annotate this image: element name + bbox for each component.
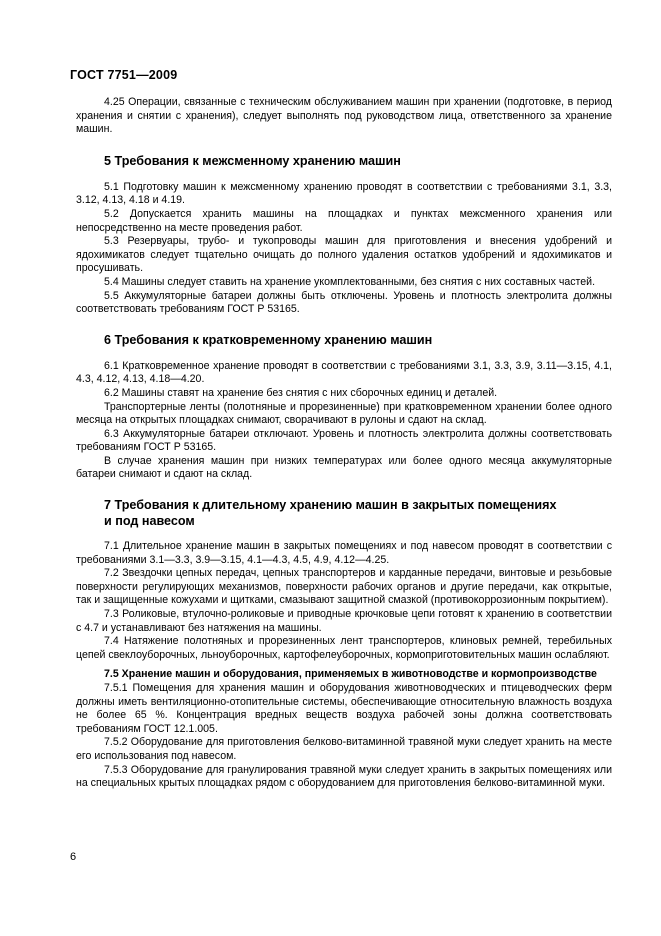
paragraph-7-4: 7.4 Натяжение полотняных и прорезиненных лент транспортеров, клиновых ремней, теребильных цепей свеклоуборочных, льноуборочных, картофелеуборочных, кормоприготовительных машин ослабляют. xyxy=(76,635,612,661)
page-number: 6 xyxy=(70,851,77,863)
section-6-heading: 6 Требования к кратковременному хранению машин xyxy=(104,332,433,347)
section-7-heading-line1: 7 Требования к длительному хранению машин в закрытых помещениях xyxy=(104,498,557,513)
paragraph-5-2: 5.2 Допускается хранить машины на площадках и пунктах межсменного хранения или непосредственно на месте проведения работ. xyxy=(76,207,612,234)
paragraph-7-5-2: 7.5.2 Оборудование для приготовления белково-витаминной травяной муки следует хранить на месте его использования под навесом. xyxy=(76,736,612,762)
section-7-heading xyxy=(76,497,612,529)
section-5-heading: 5 Требования к межсменному хранению машин xyxy=(104,153,401,168)
paragraph-5-3: 5.3 Резервуары, трубо- и тукопроводы машин для приготовления и внесения удобрений и ядохимикатов следует тщательно очищать до полного удаления остатков удобрений и ядохимикатов и просушивать. xyxy=(76,235,612,275)
paragraph-7-5-3: 7.5.3 Оборудование для гранулирования травяной муки следует хранить в закрытых помещениях или на специальных крытых площадках рядом с оборудованием для приготовления белково-витаминной муки. xyxy=(76,763,612,790)
paragraph-7-5-1: 7.5.1 Помещения для хранения машин и оборудования животноводческих и птицеводческих ферм должны иметь вентиляционно-отопительные системы, обеспечивающие относительную влажность воздуха не более 65 %. Концентрация вредных веществ воздуха рабочей зоны должна соответствовать требованиям ГОСТ 12.1.005. xyxy=(76,682,612,735)
paragraph-6-3: 6.3 Аккумуляторные батареи отключают. Уровень и плотность электролита должны соответствовать требованиям ГОСТ Р 53165. xyxy=(76,427,612,454)
paragraph-6-2: 6.2 Машины ставят на хранение без снятия с них сборочных единиц и деталей. xyxy=(104,386,498,399)
paragraph-7-3: 7.3 Роликовые, втулочно-роликовые и приводные крючковые цепи готовят к хранению в соответствии с 4.7 и устанавливают без натяжения на машины. xyxy=(76,608,612,634)
paragraph-5-5: 5.5 Аккумуляторные батареи должны быть отключены. Уровень и плотность электролита должны соответствовать требованиям ГОСТ Р 53165. xyxy=(76,289,612,316)
paragraph-5-1: 5.1 Подготовку машин к межсменному хранению проводят в соответствии с требованиями 3.1, 3.3, 3.12, 4.13, 4.18 и 4.19. xyxy=(76,180,612,207)
subsection-7-5-heading: 7.5 Хранение машин и оборудования, применяемых в животноводстве и кормопроизводстве xyxy=(104,668,597,681)
paragraph-6-1: 6.1 Кратковременное хранение проводят в соответствии с требованиями 3.1, 3.3, 3.9, 3.11—3.15, 4.1, 4.3, 4.12, 4.13, 4.18—4.20. xyxy=(76,359,612,386)
document-body xyxy=(76,96,612,791)
paragraph-7-2: 7.2 Звездочки цепных передач, цепных транспортеров и карданные передачи, винтовые и резьбовые поверхности регулирующих механизмов, поверхности рабочих органов и другие передачи, как открытые, так и защищенные кожухами и щитками, смазывают защитной смазкой (противокоррозионным покрытием). xyxy=(76,567,612,607)
section-7-heading-line2: и под навесом xyxy=(104,514,195,529)
paragraph-6-2-cont: Транспортерные ленты (полотняные и прорезиненные) при кратковременном хранении более одного месяца на открытых площадках снимают, сворачивают в рулоны и сдают на склад. xyxy=(76,400,612,427)
paragraph-6-3-cont: В случае хранения машин при низких температурах или более одного месяца аккумуляторные батареи снимают и сдают на склад. xyxy=(76,454,612,481)
document-header: ГОСТ 7751—2009 xyxy=(70,68,178,82)
paragraph-5-4: 5.4 Машины следует ставить на хранение укомплектованными, без снятия с них составных частей. xyxy=(104,275,596,288)
paragraph-7-1: 7.1 Длительное хранение машин в закрытых помещениях и под навесом проводят в соответствии с требованиями 3.1—3.3, 3.9—3.15, 4.1—4.3, 4.5, 4.9, 4.12—4.25. xyxy=(76,540,612,566)
paragraph-4-25: 4.25 Операции, связанные с техническим обслуживанием машин при хранении (подготовке, в период хранения и снятии с хранения), следует выполнять под руководством лица, ответственного за хранение машин. xyxy=(76,96,612,136)
